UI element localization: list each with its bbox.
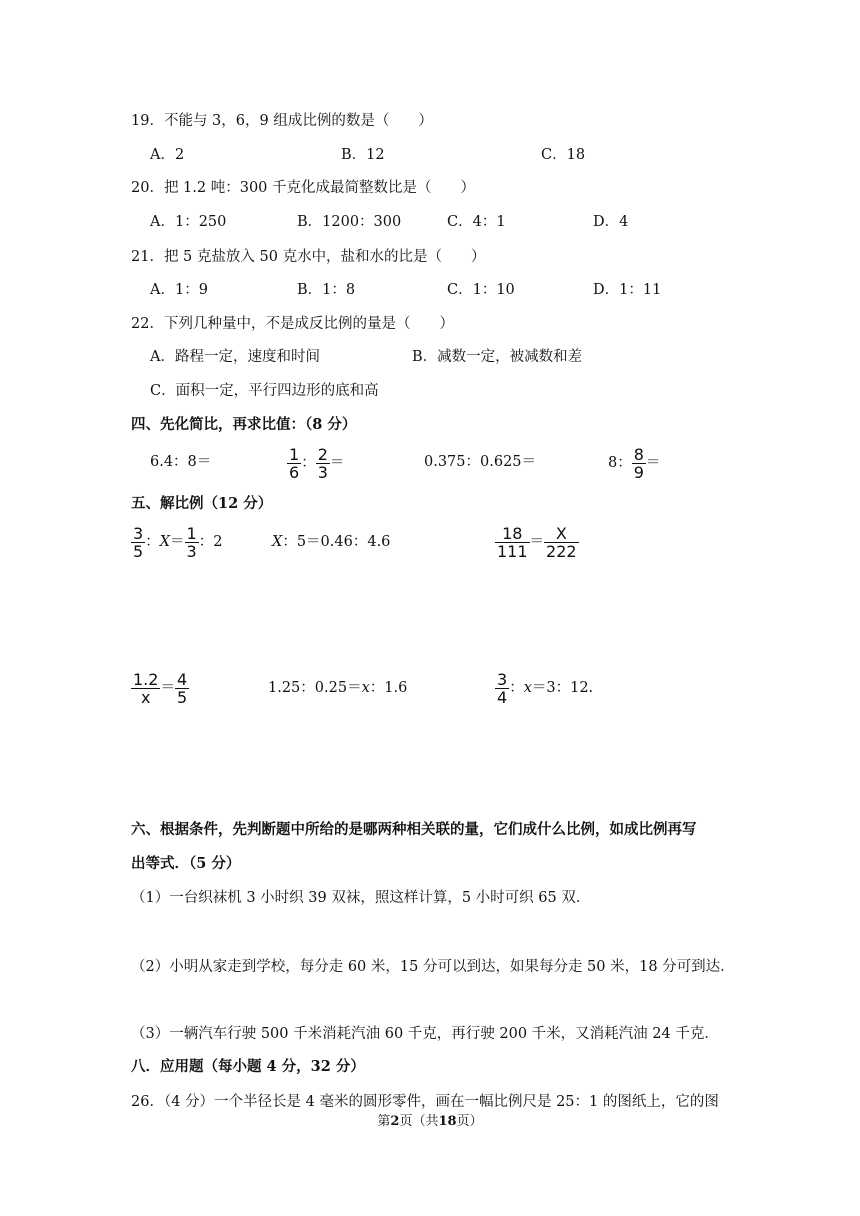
q22-option-a: A．路程一定，速度和时间 (150, 349, 320, 365)
q21-option-d: D．1：11 (593, 282, 662, 298)
fraction: $\frac{1}{3}$ (186, 523, 197, 561)
sec4-expr-4: 8： $\frac{8}{9}$ ＝ (608, 444, 661, 482)
sec4-expr-3: 0.375：0.625＝ (424, 454, 537, 470)
fraction: $\frac{8}{9}$ (633, 444, 644, 482)
proportion-4: $\frac{1.2}{x}$ ＝ $\frac{4}{5}$ (133, 669, 188, 707)
proportion-1: $\frac{3}{5}$ ：X＝ $\frac{1}{3}$ ：2 (133, 523, 223, 561)
sec4-expr-1: 6.4：8＝ (150, 454, 212, 470)
q20-option-c: C．4：1 (447, 214, 506, 230)
q20-option-d: D．4 (593, 214, 629, 230)
proportion-5: 1.25：0.25＝x：1.6 (268, 680, 408, 696)
fraction: $\frac{18}{111}$ (497, 523, 528, 561)
section-6-title-line-1: 六、根据条件，先判断题中所给的是哪两种相关联的量，它们成什么比例，如成比例再写 (131, 821, 697, 838)
section-5-title: 五、解比例（12 分） (131, 495, 273, 512)
question-26: 26．（4 分）一个半径长是 4 毫米的圆形零件，画在一幅比例尺是 25：1 的图纸上，它的图 (131, 1094, 719, 1110)
fraction: $\frac{2}{3}$ (317, 444, 328, 482)
sec6-item-2: （2）小明从家走到学校，每分走 60 米，15 分可以到达，如果每分走 50 米，18 分可到达． (131, 959, 735, 975)
sec4-expr-2: $\frac{1}{6}$ ： $\frac{2}{3}$ ＝ (289, 444, 345, 482)
fraction: $\frac{1}{6}$ (289, 444, 300, 482)
section-4-title: 四、先化简比，再求比值：（8 分） (131, 416, 357, 433)
q19-option-c: C．18 (541, 147, 586, 163)
q21-option-b: B．1：8 (297, 282, 356, 298)
q22-option-c: C．面积一定，平行四边形的底和高 (150, 383, 379, 399)
section-8-title: 八．应用题（每小题 4 分，32 分） (131, 1058, 365, 1075)
q22-option-b: B．减数一定，被减数和差 (412, 349, 583, 365)
proportion-6: $\frac{3}{4}$ ：x＝3：12. (497, 669, 594, 707)
q21-option-c: C．1：10 (447, 282, 515, 298)
sec6-item-3: （3）一辆汽车行驶 500 千米消耗汽油 60 千克，再行驶 200 千米，又消耗汽油 24 千克． (131, 1026, 719, 1042)
fraction: $\frac{3}{4}$ (497, 669, 508, 707)
q20-stem: 20．把 1.2 吨：300 千克化成最简整数比是（ ） (131, 180, 476, 196)
proportion-3: $\frac{18}{111}$ ＝ $\frac{X}{222}$ (497, 523, 577, 561)
q21-option-a: A．1：9 (150, 282, 208, 298)
proportion-2: X：5＝0.46：4.6 (272, 534, 391, 550)
fraction: $\frac{1.2}{x}$ (133, 669, 159, 707)
page-footer: 第2页（共18页） (377, 1114, 483, 1129)
sec6-item-1: （1）一台织袜机 3 小时织 39 双袜，照这样计算，5 小时可织 65 双． (131, 890, 591, 906)
section-6-title-line-2: 出等式．（5 分） (131, 855, 241, 872)
fraction: $\frac{X}{222}$ (546, 523, 577, 561)
fraction: $\frac{3}{5}$ (133, 523, 144, 561)
q19-option-b: B．12 (341, 147, 385, 163)
fraction: $\frac{4}{5}$ (176, 669, 188, 707)
q22-stem: 22．下列几种量中，不是成反比例的量是（ ） (131, 316, 454, 332)
q19-option-a: A．2 (150, 147, 185, 163)
q20-option-b: B．1200：300 (297, 214, 402, 230)
q19-stem: 19．不能与 3，6，9 组成比例的数是（ ） (131, 113, 433, 129)
q21-stem: 21．把 5 克盐放入 50 克水中，盐和水的比是（ ） (131, 249, 486, 265)
q20-option-a: A．1：250 (150, 214, 227, 230)
